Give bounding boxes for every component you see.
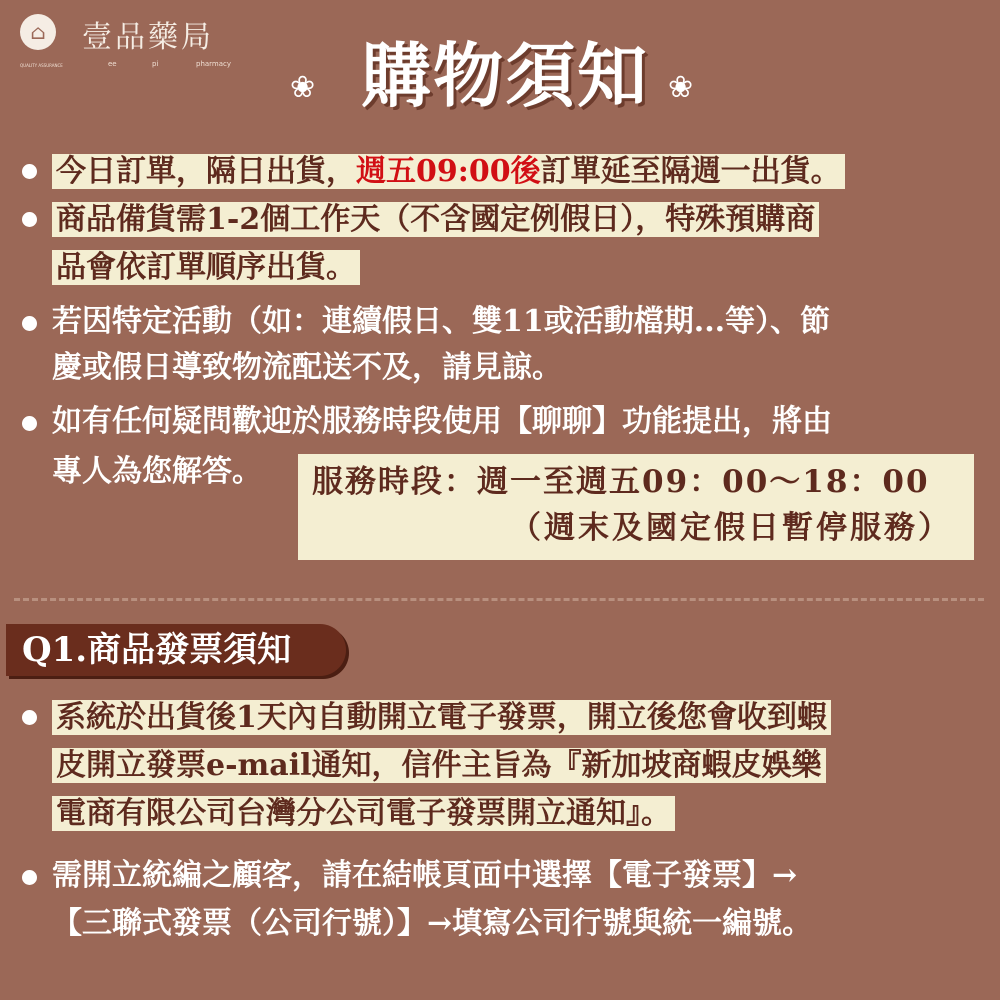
service-hours-note: （週末及國定假日暫停服務） [510, 510, 952, 546]
house-icon: ⌂ [20, 14, 56, 50]
service-hours-box [298, 454, 974, 560]
notice-3-line-1: 若因特定活動（如：連續假日、雙11或活動檔期...等）、節 [52, 304, 831, 339]
bullet-dot [22, 316, 37, 331]
notice-1-line-1: 今日訂單，隔日出貨，週五09:00後訂單延至隔週一出貨。 [52, 152, 845, 192]
q1-item-1-line-1: 系統於出貨後1天內自動開立電子發票，開立後您會收到蝦 [52, 698, 831, 738]
service-hours-line: 服務時段：週一至週五09：00～18：00 [312, 464, 930, 500]
q1-item-2-line-2: 【三聯式發票（公司行號）】→填寫公司行號與統一編號。 [52, 906, 813, 941]
paw-icon: ❀ [290, 70, 316, 105]
bullet-dot [22, 710, 37, 725]
brand-tagline-pharmacy: pharmacy [196, 60, 232, 68]
dashed-divider [14, 598, 984, 601]
notice-2-line-2: 品會依訂單順序出貨。 [52, 248, 360, 288]
section-header-q1 [6, 624, 346, 676]
bullet-dot [22, 164, 37, 179]
notice-2-line-1: 商品備貨需1-2個工作天（不含國定例假日），特殊預購商 [52, 200, 819, 240]
brand-tagline [20, 60, 260, 72]
brand-tagline-quality: QUALITY ASSURANCE [20, 63, 63, 68]
paw-icon: ❀ [668, 70, 694, 105]
notice-4-line-1: 如有任何疑問歡迎於服務時段使用【聊聊】功能提出，將由 [52, 404, 832, 439]
brand-logo [20, 12, 260, 72]
q1-item-1-line-2: 皮開立發票e-mail通知，信件主旨為『新加坡商蝦皮娛樂 [52, 746, 826, 786]
brand-tagline-ee: ee [108, 60, 117, 68]
page-title: 購物須知 [361, 34, 649, 117]
brand-name: 壹品藥局 [82, 20, 214, 55]
q1-item-2-line-1: 需開立統編之顧客，請在結帳頁面中選擇【電子發票】→ [52, 858, 798, 893]
notice-3-line-2: 慶或假日導致物流配送不及，請見諒。 [52, 350, 562, 385]
bullet-dot [22, 416, 37, 431]
notice-4-line-2: 專人為您解答。 [52, 454, 262, 489]
section-title: Q1.商品發票須知 [22, 630, 292, 670]
brand-tagline-pi: pi [152, 60, 159, 68]
bullet-dot [22, 212, 37, 227]
q1-item-1-line-3: 電商有限公司台灣分公司電子發票開立通知』。 [52, 794, 675, 834]
notice-1-highlight: 週五09:00後 [356, 154, 541, 189]
bullet-dot [22, 870, 37, 885]
